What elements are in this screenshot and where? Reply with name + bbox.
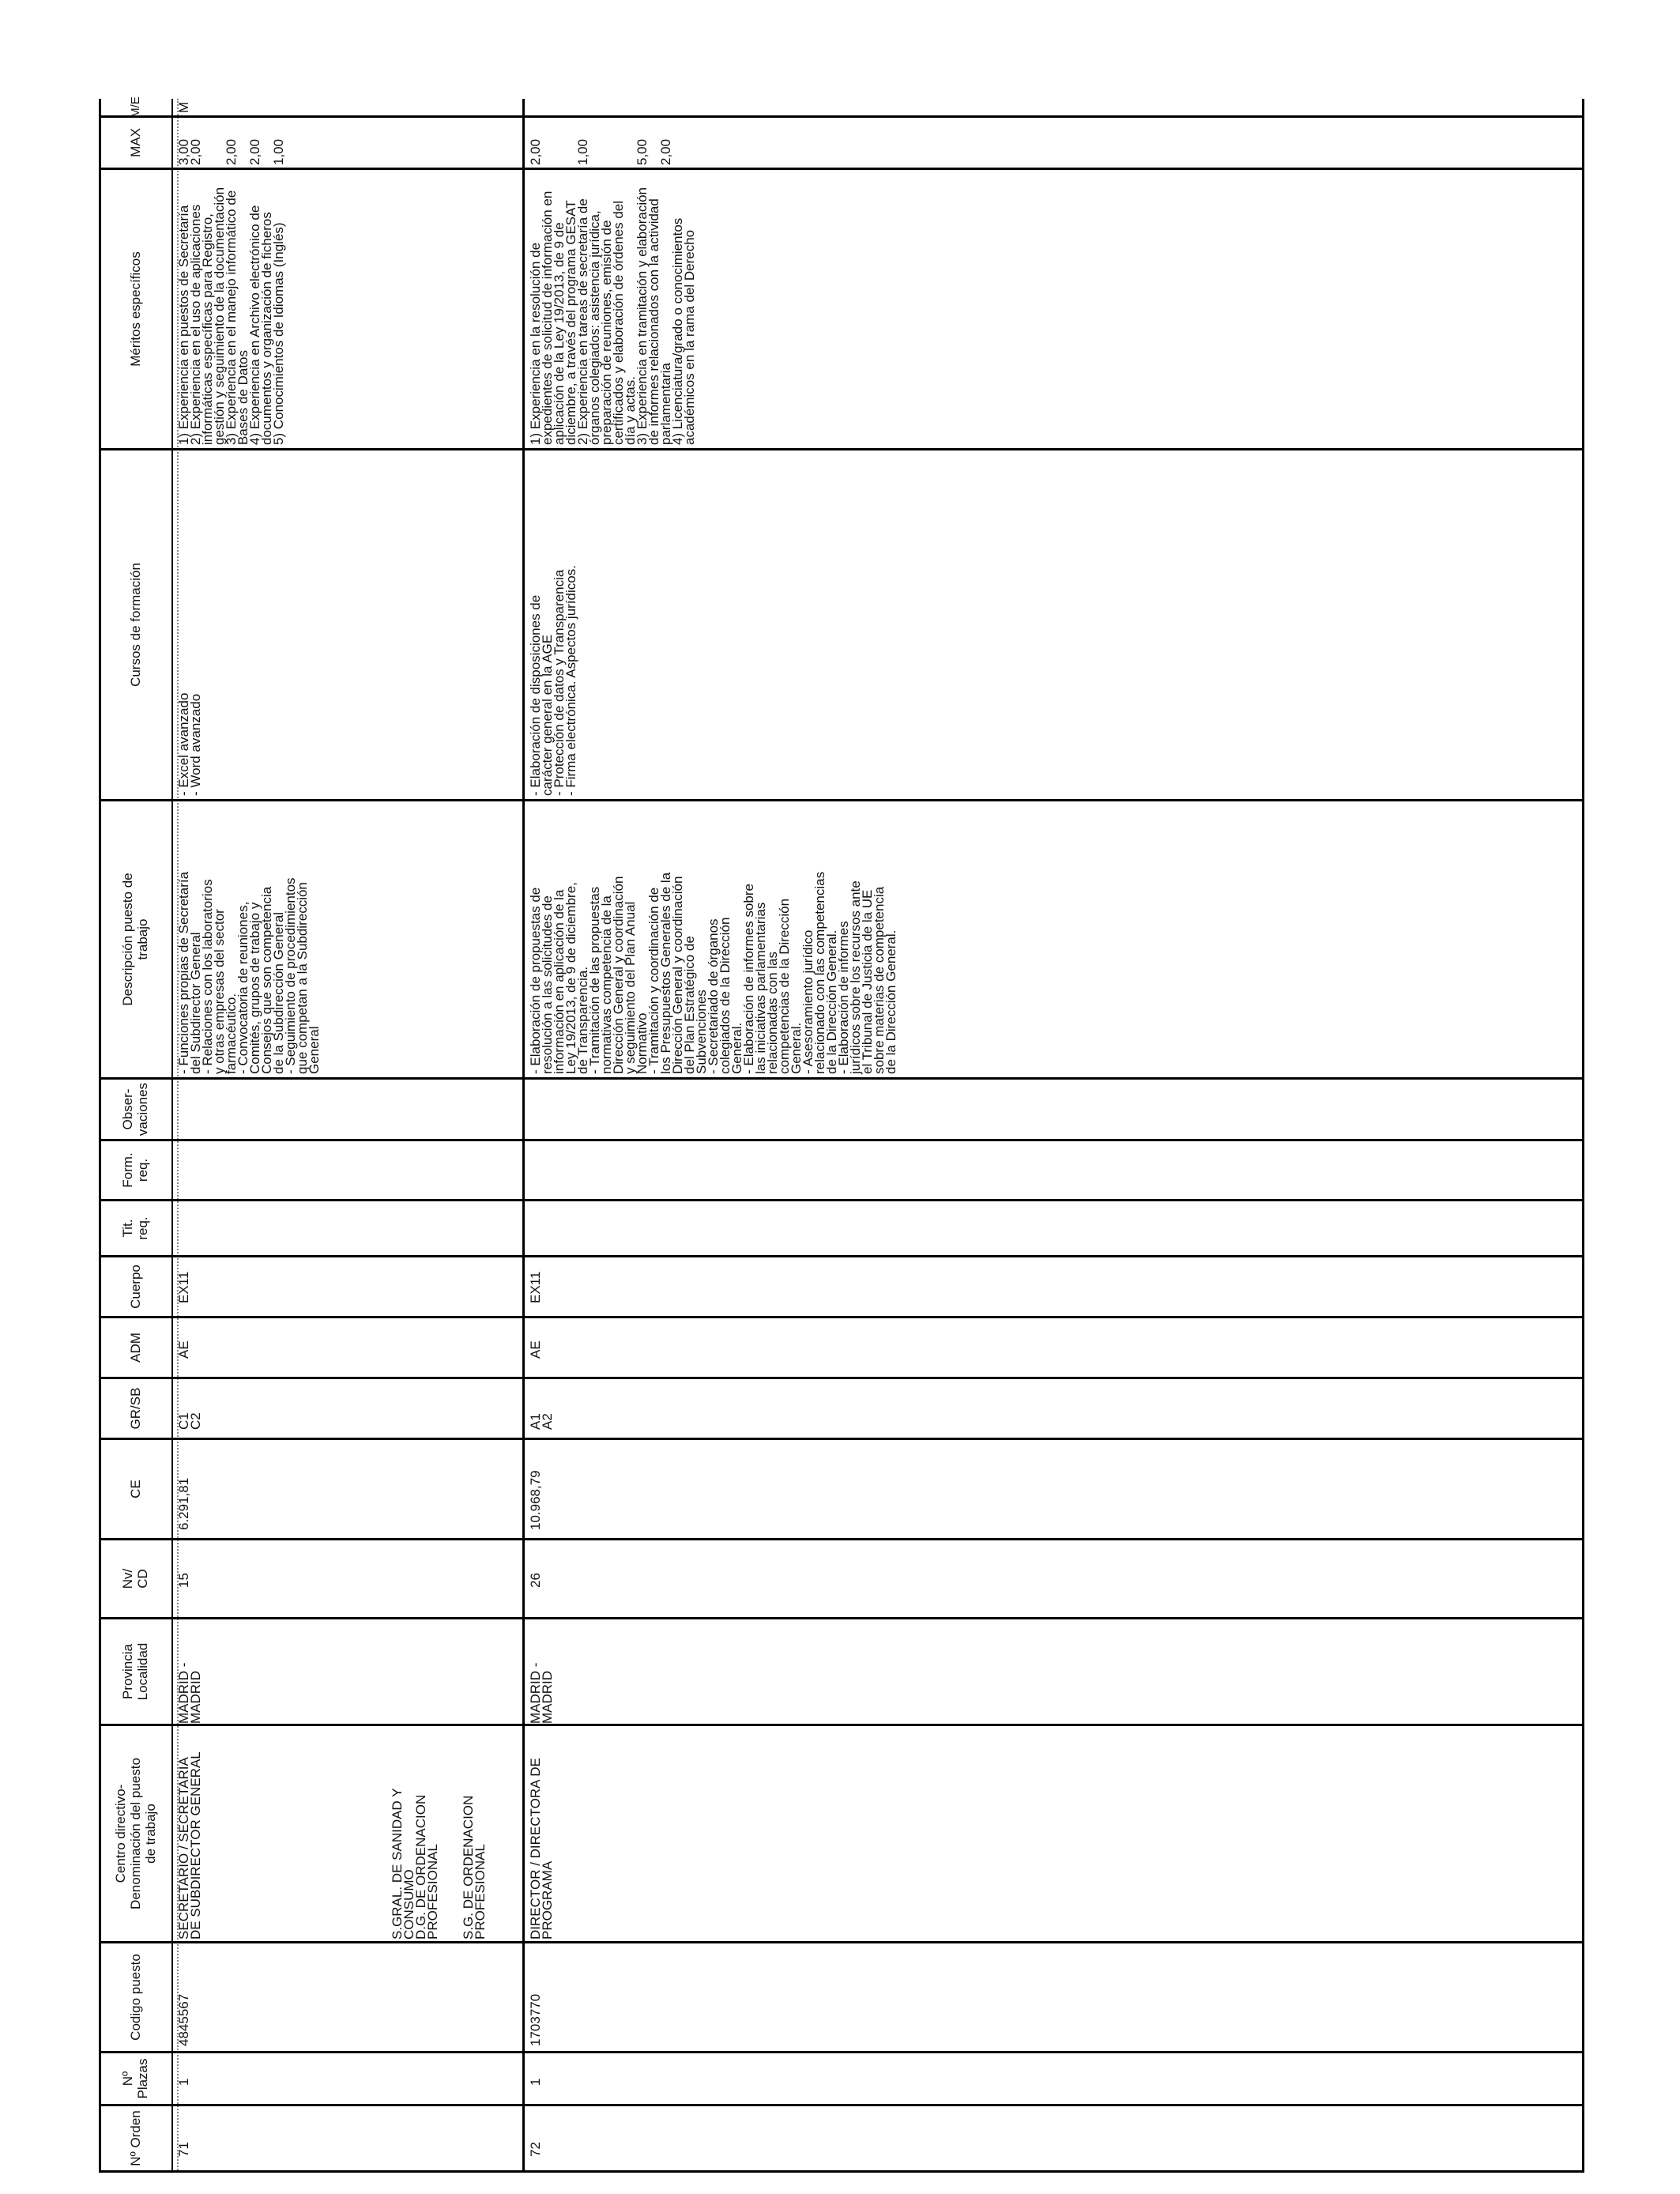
row-71-codigo: 4845567 xyxy=(176,1993,191,2046)
row-71-meritos: 1) Experiencia en puestos de Secretaría 2) Experiencia en el uso de aplicaciones informáticas específicas para Registro, gestión y seguimiento de la documentación 3) Experiencia en el manejo informático de Bases de Datos 4) Experiencia en Archivo electrónico de documentos y organización de ficheros 5) Conocimientos de Idiomas (Inglés) xyxy=(176,187,286,445)
column-line xyxy=(99,168,1584,170)
column-line xyxy=(99,2104,1584,2106)
column-line xyxy=(99,1316,1584,1318)
column-line xyxy=(99,1941,1584,1943)
row-71-plazas: 1 xyxy=(176,2078,191,2086)
row-72-codigo: 1703770 xyxy=(528,1993,543,2046)
row-separator xyxy=(522,99,525,2173)
row-71-descripcion: - Funciones propias de Secretaría del Subdirector General - Relaciones con los laboratorios y otras empresas del sector farmacéutico. - Convocatoria de reuniones, Comités, grupos de trabajo y Consejos que son competencia de la Subdirección General - Seguimiento de procedimientos que competan a la Subdirección General xyxy=(176,871,322,1074)
header-provincia: Provincia Localidad xyxy=(120,1642,150,1701)
column-line xyxy=(99,2051,1584,2053)
table-bottom-border xyxy=(1582,99,1584,2173)
header-me: M/E xyxy=(128,96,142,118)
column-line xyxy=(99,115,1584,118)
header-bottom-border xyxy=(171,99,173,2173)
row-72-grupo: A1 A2 xyxy=(528,1413,555,1430)
row-71-cuerpo: EX11 xyxy=(176,1271,191,1303)
header-codigo: Codigo puesto xyxy=(127,1954,143,2041)
column-line xyxy=(99,1199,1584,1201)
header-descripcion: Descripción puesto de trabajo xyxy=(120,873,150,1006)
column-line xyxy=(99,1538,1584,1540)
header-max: MAX xyxy=(127,128,143,157)
header-cursos: Cursos de formación xyxy=(127,563,143,687)
row-72-orden: 72 xyxy=(528,2142,543,2157)
row-71-ce: 6.291,81 xyxy=(176,1477,191,1530)
row-72-max: 2,00 1,00 5,00 2,00 xyxy=(528,138,673,165)
header-adm: ADM xyxy=(127,1333,143,1363)
row-72-provincia: MADRID - MADRID xyxy=(528,1662,555,1724)
column-line xyxy=(99,448,1584,450)
column-line xyxy=(99,1255,1584,1257)
column-line xyxy=(99,1377,1584,1379)
rotated-document-page xyxy=(99,96,1584,2173)
column-line xyxy=(99,799,1584,801)
row-72-descripcion: - Elaboración de propuestas de resolución a las solicitudes de información en aplicación de la Ley 19/2013, de 9 de diciembre, de Transparencia. - Tramitación de las propuestas normativas competencia de la Dirección General y coordinación y seguimiento del Plan Anual Normativo - Tramitación y coordinación de los Presupuestos Generales de la Dirección General y coordinación del Plan Estratégico de Subvenciones - Secretariado de órganos colegiados de la Dirección General. - Elaboración de informes sobre las iniciativas parlamentarias relacionadas con las competencias de la Dirección General. - Asesoramiento jurídico relacionado con las competencias de la Dirección General. - Elaboración de informes jurídicos sobre los recursos ante el Tribunal de Justicia de la UE sobre materias de competencia de la Dirección General. xyxy=(528,871,898,1074)
row-71-grupo: C1 C2 xyxy=(176,1412,203,1430)
row-71-max: 3,00 2,00 2,00 2,00 1,00 xyxy=(176,138,286,165)
row-72-nivel: 26 xyxy=(528,1573,543,1588)
header-nivel: Nv/ CD xyxy=(120,1568,150,1589)
header-plazas: Nº Plazas xyxy=(120,2058,150,2099)
row-71-centro: SECRETARIO / SECRETARIA DE SUBDIRECTOR GENERAL xyxy=(176,1751,203,1940)
header-titulacion: Tit. req. xyxy=(120,1216,150,1240)
row-72-meritos: 1) Experiencia en la resolución de expedientes de solicitud de información en aplicación de la Ley 19/2013, de 9 de diciembre, a través del programa GESAT 2) Experiencia en tareas de secretaría de órganos colegiados: asistencia jurídica, preparación de reuniones, emisión de certificados y elaboración de órdenes del día y actas. 3) Experiencia en tramitación y elaboración de informes relacionados con la actividad parlamentaria 4) Licenciatura/grado o conocimientos académicos en la rama del Derecho xyxy=(528,187,697,445)
column-line xyxy=(99,1139,1584,1141)
header-ce: CE xyxy=(127,1480,143,1498)
header-observaciones: Obser- vaciones xyxy=(120,1082,150,1137)
header-grupo: GR/SB xyxy=(127,1387,143,1430)
header-centro: Centro directivo- Denominación del puesto de trabajo xyxy=(112,1758,158,1909)
row-71-orden: 71 xyxy=(176,2142,191,2157)
group-header-direccion-general: S.GRAL. DE SANIDAD Y CONSUMO D.G. DE ORDENACION PROFESIONAL xyxy=(390,1788,440,1940)
header-formacion: Form. req. xyxy=(120,1152,150,1188)
row-72-cuerpo: EX11 xyxy=(528,1271,543,1303)
row-71-provincia: MADRID - MADRID xyxy=(176,1662,203,1724)
column-line xyxy=(99,1077,1584,1080)
row-72-centro: DIRECTOR / DIRECTORA DE PROGRAMA xyxy=(528,1758,555,1940)
header-meritos: Méritos específicos xyxy=(127,251,143,367)
header-orden: Nº Orden xyxy=(127,2110,143,2166)
row-71-me: M xyxy=(176,101,191,113)
column-line xyxy=(99,1438,1584,1440)
column-line xyxy=(99,1724,1584,1726)
group-header-subdireccion: S.G. DE ORDENACION PROFESIONAL xyxy=(461,1795,488,1940)
row-71-adm: AE xyxy=(176,1340,191,1359)
row-72-cursos: - Elaboración de disposiciones de carácter general en la AGE - Protección de datos y Transparencia - Firma electrónica. Aspectos jurídicos. xyxy=(528,565,578,796)
row-72-ce: 10.968,79 xyxy=(528,1470,543,1530)
row-71-cursos: - Excel avanzado - Word avanzado xyxy=(176,692,203,796)
row-71-nivel: 15 xyxy=(176,1573,191,1588)
row-72-plazas: 1 xyxy=(528,2078,543,2086)
column-line xyxy=(99,1617,1584,1619)
header-cuerpo: Cuerpo xyxy=(127,1265,143,1309)
column-line xyxy=(99,2170,1584,2173)
row-72-adm: AE xyxy=(528,1340,543,1359)
